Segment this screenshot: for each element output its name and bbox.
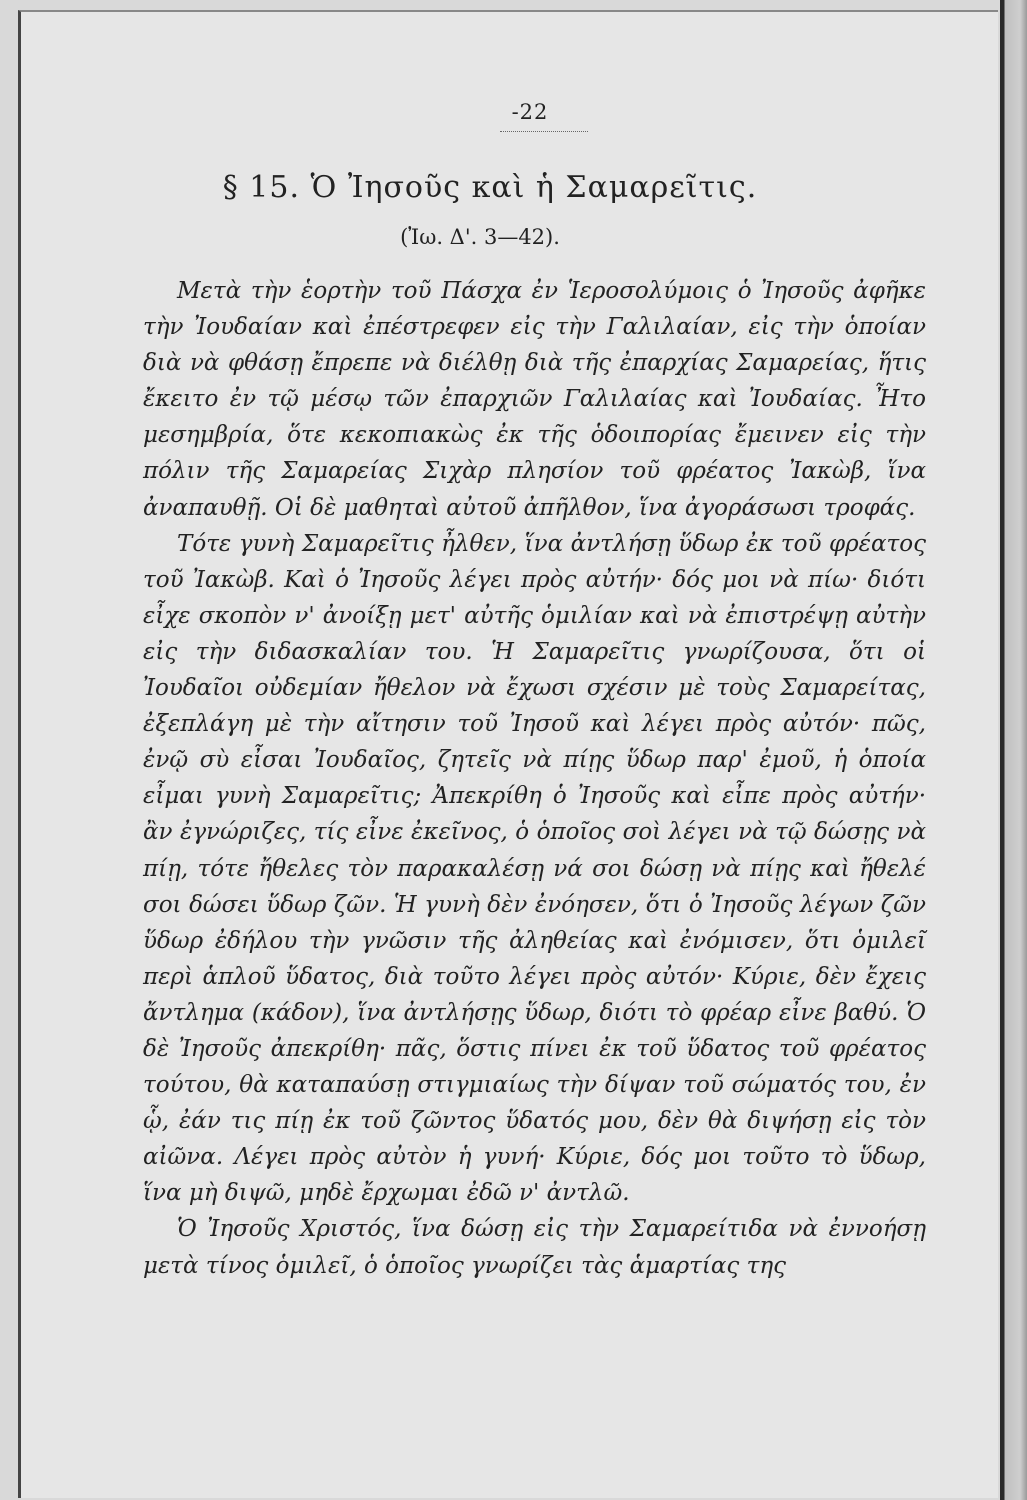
page-edge-shadow: [1000, 0, 1027, 1500]
paragraph-3: Ὁ Ἰησοῦς Χριστός, ἵνα δώσῃ εἰς τὴν Σαμαρείτιδα νὰ ἐννοήσῃ μετὰ τίνος ὁμιλεῖ, ὁ ὁποῖος γνωρίζει τὰς ἁμαρτίας της: [143, 1216, 926, 1279]
page-number: -22: [511, 100, 549, 124]
page-number-underline: [500, 131, 588, 132]
body-text: [143, 273, 926, 1284]
scripture-reference: (Ἰω. Δ'. 3—42).: [400, 225, 560, 249]
section-title: § 15. Ὁ Ἰησοῦς καὶ ἡ Σαμαρεῖτις.: [222, 170, 758, 205]
paragraph-1: Μετὰ τὴν ἑορτὴν τοῦ Πάσχα ἐν Ἱεροσολύμοις ὁ Ἰησοῦς ἀφῆκε τὴν Ἰουδαίαν καὶ ἐπέστρεφεν εἰς τὴν Γαλιλαίαν, εἰς τὴν ὁποίαν διὰ νὰ φθάσῃ ἔπρεπε νὰ διέλθῃ διὰ τῆς ἐπαρχίας Σαμαρείας, ἥτις ἔκειτο ἐν τῷ μέσῳ τῶν ἐπαρχιῶν Γαλιλαίας καὶ Ἰουδαίας. Ἦτο μεσημβρία, ὅτε κεκοπιακὼς ἐκ τῆς ὁδοιπορίας ἔμεινεν εἰς τὴν πόλιν τῆς Σαμαρείας Σιχὰρ πλησίον τοῦ φρέατος Ἰακὼβ, ἵνα ἀναπαυθῇ. Οἱ δὲ μαθηταὶ αὐτοῦ ἀπῆλθον, ἵνα ἀγοράσωσι τροφάς.: [143, 278, 926, 521]
paragraph-2: Τότε γυνὴ Σαμαρεῖτις ἦλθεν, ἵνα ἀντλήσῃ ὕδωρ ἐκ τοῦ φρέατος τοῦ Ἰακὼβ. Καὶ ὁ Ἰησοῦς λέγει πρὸς αὐτήν· δός μοι νὰ πίω· διότι εἶχε σκοπὸν ν' ἀνοίξῃ μετ' αὐτῆς ὁμιλίαν καὶ νὰ ἐπιστρέψῃ αὐτὴν εἰς τὴν διδασκαλίαν του. Ἡ Σαμαρεῖτις γνωρίζουσα, ὅτι οἱ Ἰουδαῖοι οὐδεμίαν ἤθελον νὰ ἔχωσι σχέσιν μὲ τοὺς Σαμαρείτας, ἐξεπλάγη μὲ τὴν αἴτησιν τοῦ Ἰησοῦ καὶ λέγει πρὸς αὐτόν· πῶς, ἐνῷ σὺ εἶσαι Ἰουδαῖος, ζητεῖς νὰ πίῃς ὕδωρ παρ' ἐμοῦ, ἡ ὁποία εἶμαι γυνὴ Σαμαρεῖτις; Ἀπεκρίθη ὁ Ἰησοῦς καὶ εἶπε πρὸς αὐτήν· ἂν ἐγνώριζες, τίς εἶνε ἐκεῖνος, ὁ ὁποῖος σοὶ λέγει νὰ τῷ δώσῃς νὰ πίῃ, τότε ἤθελες τὸν παρακαλέσῃ νά σοι δώσῃ νὰ πίῃς καὶ ἤθελέ σοι δώσει ὕδωρ ζῶν. Ἡ γυνὴ δὲν ἐνόησεν, ὅτι ὁ Ἰησοῦς λέγων ζῶν ὕδωρ ἐδήλου τὴν γνῶσιν τῆς ἀληθείας καὶ ἐνόμισεν, ὅτι ὁμιλεῖ περὶ ἁπλοῦ ὕδατος, διὰ τοῦτο λέγει πρὸς αὐτόν· Κύριε, δὲν ἔχεις ἄντλημα (κάδον), ἵνα ἀντλήσῃς ὕδωρ, διότι τὸ φρέαρ εἶνε βαθύ. Ὁ δὲ Ἰησοῦς ἀπεκρίθη· πᾶς, ὅστις πίνει ἐκ τοῦ ὕδατος τοῦ φρέατος τούτου, θὰ καταπαύσῃ στιγμιαίως τὴν δίψαν τοῦ σώματός του, ἐν ᾧ, ἐάν τις πίῃ ἐκ τοῦ ζῶντος ὕδατός μου, δὲν θὰ διψήσῃ εἰς τὸν αἰῶνα. Λέγει πρὸς αὐτὸν ἡ γυνή· Κύριε, δός μοι τοῦτο τὸ ὕδωρ, ἵνα μὴ διψῶ, μηδὲ ἔρχωμαι ἐδῶ ν' ἀντλῶ.: [143, 530, 926, 1207]
